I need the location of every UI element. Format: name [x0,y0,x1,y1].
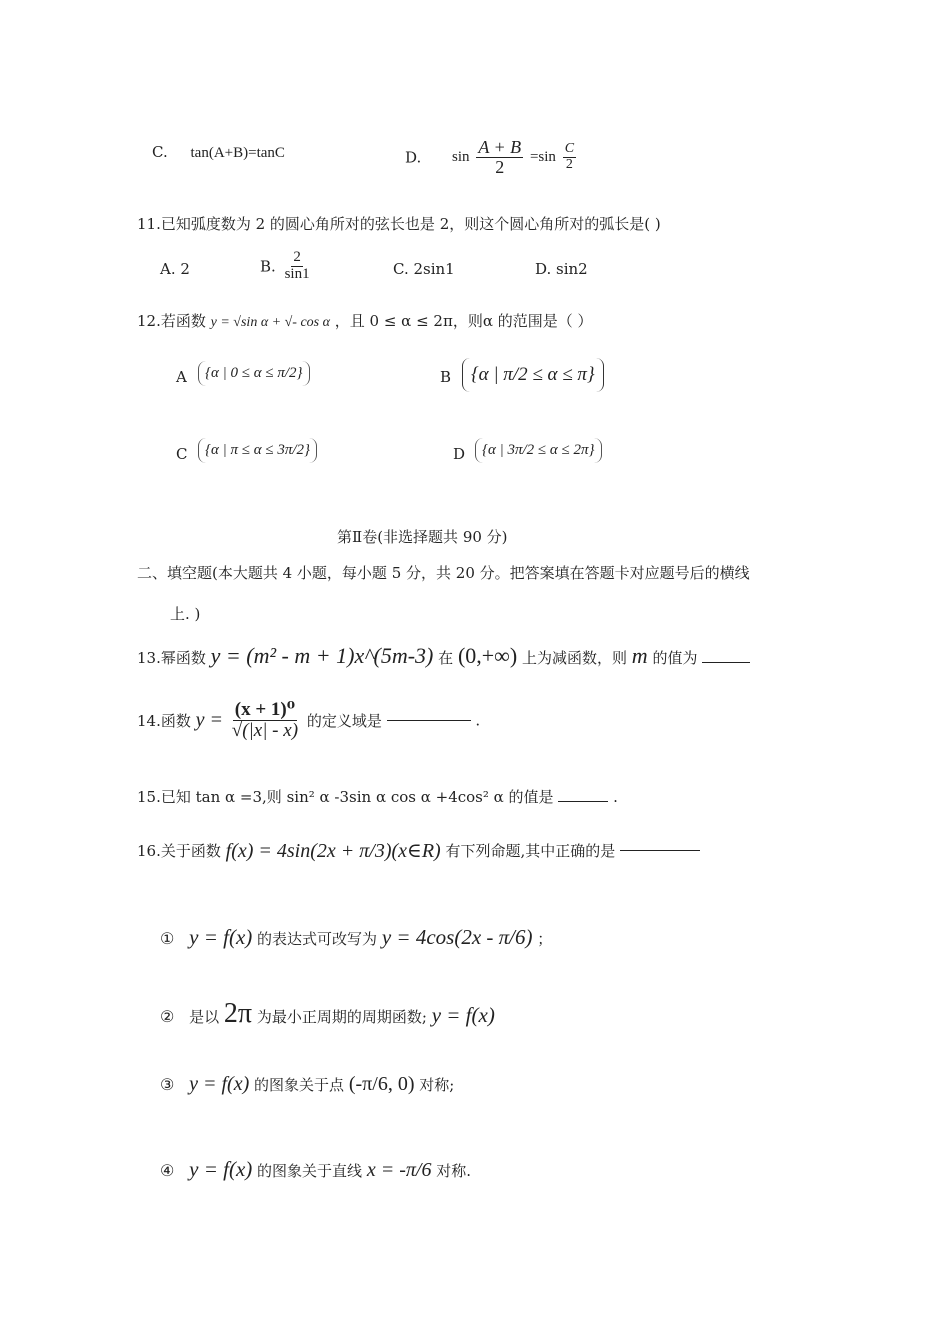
q14-suffix: 的定义域是 [306,711,382,730]
q12-option-d-set: {α | 3π/2 ≤ α ≤ 2π} [475,438,602,463]
q12-option-c-set: {α | π ≤ α ≤ 3π/2} [198,438,317,463]
q14-prefix: 14.函数 [137,711,191,730]
q12-option-c-label: C [176,445,188,463]
q14-fraction [230,700,300,741]
q11-option-b [260,250,314,283]
q13-mid: 在 [438,649,454,667]
q10-option-d-cfrac [563,142,576,172]
q16-s1-formula: y = 4cos(2x - π/6) [381,925,533,949]
q13 [137,643,750,669]
q12-formula: y = √sin α + √- cos α [210,315,330,330]
q16-s4-mark: ④ [160,1161,175,1180]
q16-statement-2 [160,998,495,1030]
q14-num: (x + 1)⁰ [234,699,296,720]
q16 [137,838,700,863]
q14-answer-blank[interactable] [387,720,471,721]
q11-option-a: A. 2 [160,260,190,278]
q13-var: m [631,643,648,668]
q16-s4-f: y = f(x) [189,1157,253,1181]
q16-answer-blank[interactable] [620,850,700,851]
section2-heading-line1: 二、填空题(本大题共 4 小题，每小题 5 分，共 20 分。把答案填在答题卡对应题号后的横线 [137,564,750,582]
q16-s3-mark: ③ [160,1075,175,1094]
q16-s2-text1: 是以 [189,1008,220,1026]
q11-option-d: D. sin2 [535,260,588,278]
q11-option-b-den: sin1 [284,265,310,282]
q13-answer-blank[interactable] [702,662,750,663]
q11-option-b-fraction [283,250,312,283]
q16-s4-text: 的图象关于直线 [257,1162,363,1180]
q12-option-a-label: A [176,368,187,386]
q11-option-c: C. 2sin1 [393,260,455,278]
q16-prefix: 16.关于函数 [137,842,221,860]
q16-s3-text: 的图象关于点 [254,1076,345,1094]
q12-option-b-set: {α | π/2 ≤ α ≤ π} [462,358,604,392]
q10-option-d-cden: 2 [565,156,573,172]
q10-option-d [405,138,578,177]
q14-den: √(|x| - x) [231,719,299,741]
q11-option-b-label: B. [260,257,276,276]
q15-text: 15.已知 tan α =3,则 sin² α -3sin α cos α +4cos² α 的值是 [137,788,554,806]
q10-option-d-sin: sin [452,148,470,165]
q12-prefix: 12.若函数 [137,312,206,330]
q11-option-b-num: 2 [293,249,301,265]
q10-option-c-text: tan(A+B)=tanC [190,145,285,161]
q10-option-d-cnum: C [564,141,575,157]
q13-suffix: 上为减函数，则 [521,649,627,667]
q16-statement-4 [160,1157,471,1182]
q14-lhs: y = [195,708,224,731]
q15-answer-blank[interactable] [558,801,608,802]
q16-s3-f: y = f(x) [189,1073,250,1095]
q12-condition: ，且 0 ≤ α ≤ 2π，则α 的范围是（ ） [334,312,593,330]
q14-end: . [475,711,481,730]
q10-option-d-den: 2 [495,156,505,177]
q15-end: . [613,788,618,806]
q16-s2-f: y = f(x) [431,1003,495,1027]
q16-s1-mark: ① [160,929,175,948]
q16-s2-period: 2π [223,998,253,1029]
q16-s1-end: ； [537,930,553,948]
q16-s3-point: (-π/6, 0) [348,1073,415,1095]
q16-formula: f(x) = 4sin(2x + π/3)(x∈R) [225,840,441,862]
q10-option-d-num: A + B [478,137,522,157]
q16-s4-line: x = -π/6 [366,1159,432,1181]
q10-option-d-eq: =sin [529,148,556,165]
q16-s2-text2: 为最小正周期的周期函数; [256,1008,427,1026]
q10-option-c [152,143,285,162]
q16-suffix: 有下列命题,其中正确的是 [445,842,616,860]
q16-s1-text: 的表达式可改写为 [257,930,378,948]
q16-s3-end: 对称; [419,1076,455,1094]
q12-option-a-set: {α | 0 ≤ α ≤ π/2} [198,361,310,386]
q11-stem: 11.已知弧度数为 2 的圆心角所对的弦长也是 2，则这个圆心角所对的弧长是( ) [137,215,661,233]
q12-option-d-label: D [453,445,466,463]
q13-end: 的值为 [652,649,698,667]
q16-s4-end: 对称. [436,1162,472,1180]
q16-s2-mark: ② [160,1007,175,1026]
q14 [137,700,480,741]
section2-title: 第Ⅱ卷(非选择题共 90 分) [337,528,508,546]
q13-prefix: 13.幂函数 [137,649,206,667]
q15 [137,786,618,807]
q12-stem [137,310,592,331]
q10-option-c-label: C. [152,143,168,161]
q10-option-d-label: D. [405,148,422,167]
q13-interval: (0,+∞) [457,643,518,668]
section2-heading-line2: 上. ) [170,605,201,623]
q16-statement-3 [160,1073,454,1096]
q13-formula: y = (m² - m + 1)x^(5m-3) [210,643,434,668]
q16-s1-f: y = f(x) [189,925,253,949]
q10-option-d-fraction [476,138,523,177]
q16-statement-1 [160,925,552,950]
q12-option-b-label: B [440,368,452,386]
